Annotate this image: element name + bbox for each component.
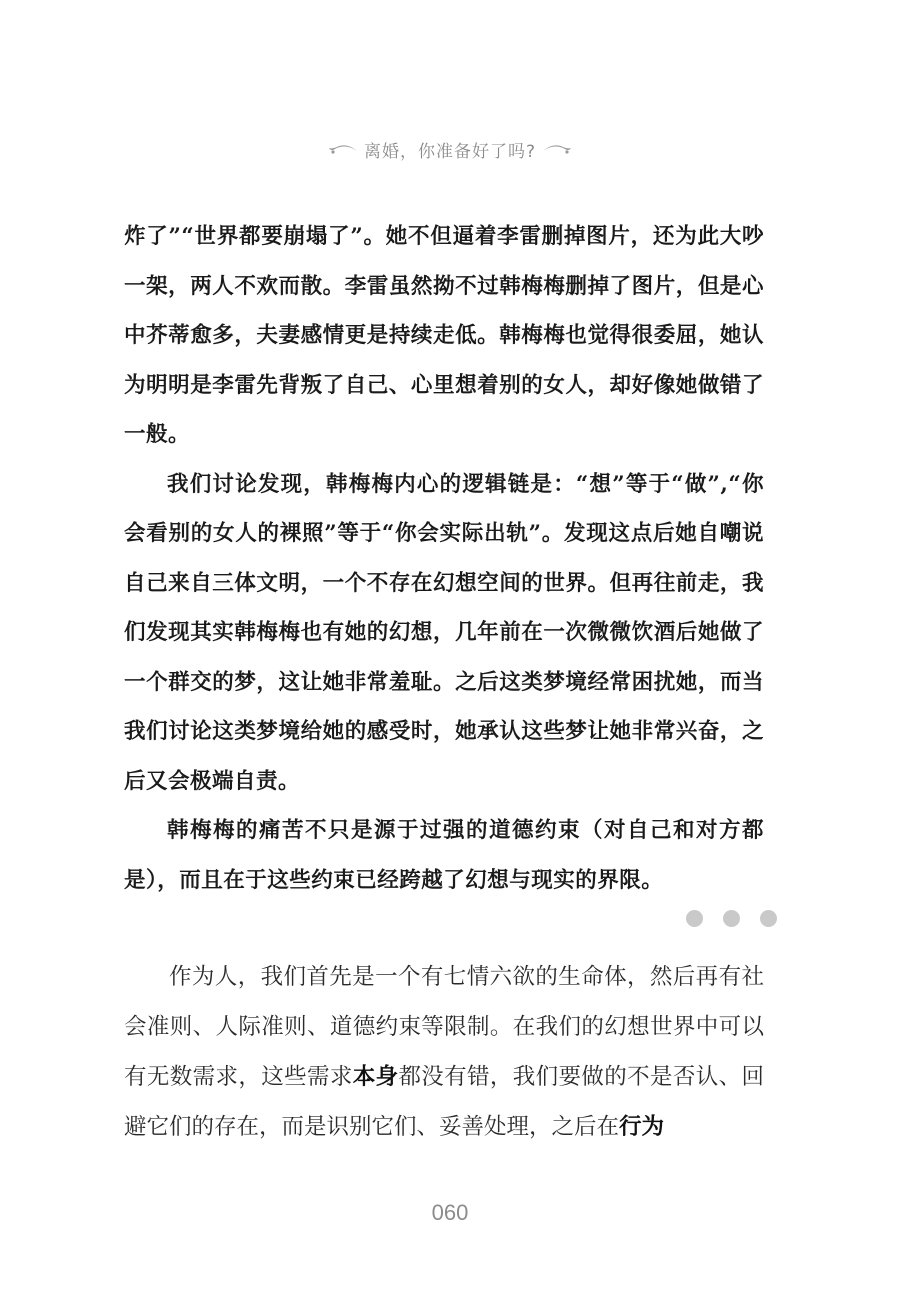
separator-dot [760, 910, 777, 927]
running-header [0, 132, 900, 166]
emphasis-text: 行为 [619, 1114, 665, 1140]
case-paragraph: 韩梅梅的痛苦不只是源于过强的道德约束（对自己和对方都是），而且在于这些约束已经跨越了幻想与现实的界限。 [124, 818, 764, 893]
body-text-run: 都没有错，我们要做的不是否认、回避它们的存在，而是识别它们、妥善处理，之后在 [124, 1064, 764, 1140]
separator-dot [723, 910, 740, 927]
body-text-run: 作为人，我们首先是一个有七情六欲的生命体，然后再有社会准则、人际准则、道德约束等限制。在我们的幻想世界中可以有无数需求，这些需求 [124, 964, 764, 1090]
left-ornament-icon [328, 142, 358, 156]
separator-dot [686, 910, 703, 927]
emphasis-text: 本身 [352, 1064, 399, 1090]
case-study-section [124, 212, 764, 905]
body-text-section [124, 952, 764, 1152]
running-title: 离婚，你准备好了吗? [363, 141, 537, 162]
right-ornament-icon [542, 142, 572, 156]
case-paragraph: 炸了”“世界都要崩塌了”。她不但逼着李雷删掉图片，还为此大吵一架，两人不欢而散。李雷虽然拗不过韩梅梅删掉了图片，但是心中芥蒂愈多，夫妻感情更是持续走低。韩梅梅也觉得很委屈，她认为明明是李雷先背叛了自己、心里想着别的女人，却好像她做错了一般。 [124, 224, 764, 447]
section-separator [686, 910, 777, 927]
page-number: 060 [431, 1200, 469, 1225]
case-paragraph: 我们讨论发现，韩梅梅内心的逻辑链是：“想”等于“做”,“你会看别的女人的裸照”等于“你会实际出轨”。发现这点后她自嘲说自己来自三体文明，一个不存在幻想空间的世界。但再往前走，我们发现其实韩梅梅也有她的幻想，几年前在一次微微饮酒后她做了一个群交的梦，这让她非常羞耻。之后这类梦境经常困扰她，而当我们讨论这类梦境给她的感受时，她承认这些梦让她非常兴奋，之后又会极端自责。 [124, 471, 764, 794]
body-paragraph [124, 952, 764, 1152]
